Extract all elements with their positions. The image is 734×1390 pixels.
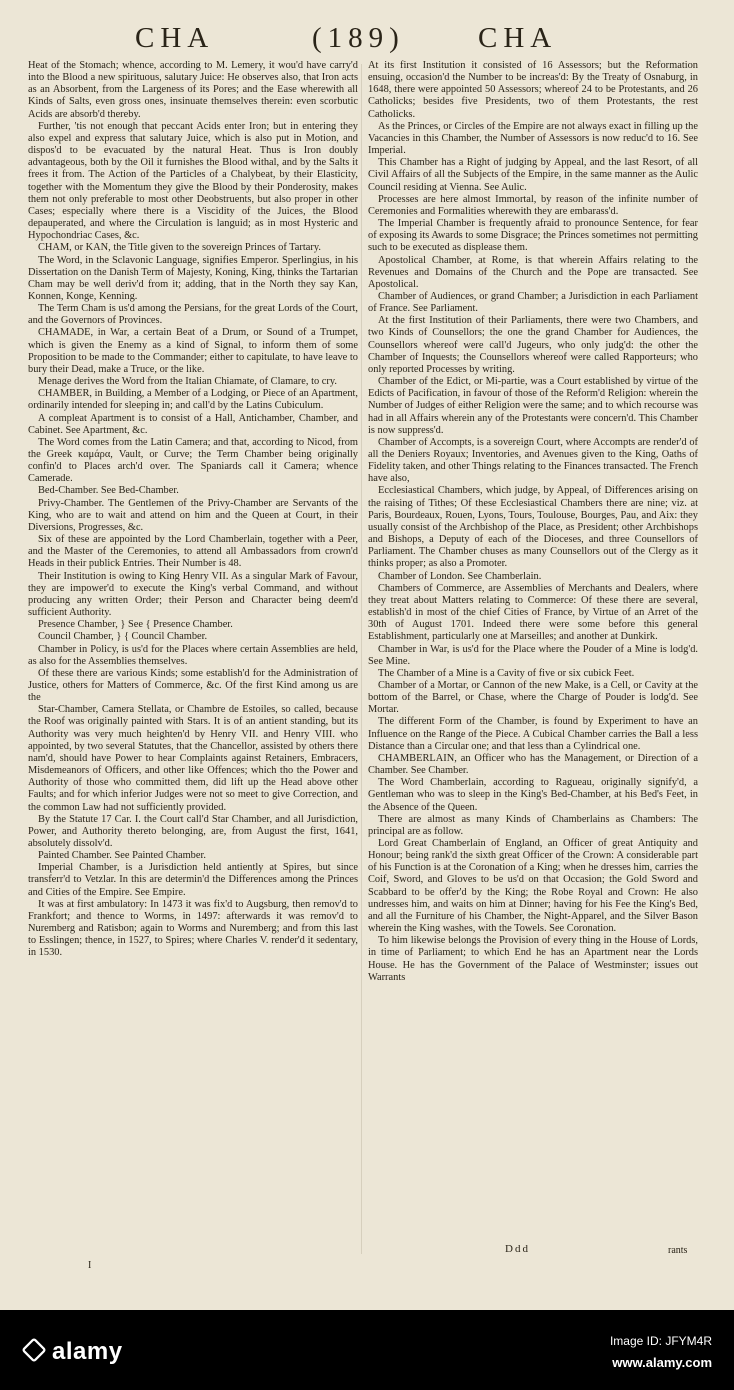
paragraph: The Imperial Chamber is frequently afraid to pronounce Sentence, for fear of exposing its Awards to some Disgrace; the Princes sometimes not permitting such to be executed as displease them. bbox=[368, 218, 698, 254]
catchword: rants bbox=[668, 1245, 688, 1256]
paragraph: This Chamber has a Right of judging by Appeal, and the last Resort, of all Civil Affairs of all the Subjects of the Empire, in the same manner as the Aulic Council residing at Vienna. See Aulic. bbox=[368, 157, 698, 193]
paragraph: CHAMBERLAIN, an Officer who has the Management, or Direction of a Chamber. See Chamber. bbox=[368, 752, 698, 777]
alamy-logo bbox=[22, 1338, 123, 1366]
left-column bbox=[28, 60, 358, 960]
paragraph: CHAMADE, in War, a certain Beat of a Drum, or Sound of a Trumpet, which is given the Enemy as a kind of Signal, to inform them of some Proposition to be made to the Commander; either to capitulate, to have leave to bury their Dead, make a Truce, or the like. bbox=[28, 327, 358, 375]
folio-mark: I bbox=[88, 1260, 92, 1271]
paragraph: Privy-Chamber. The Gentlemen of the Privy-Chamber are Servants of the King, who are to wait and attend on him and the Queen at Court, in their Diversions, Progresses, &c. bbox=[28, 497, 358, 533]
page-number: (189) bbox=[312, 22, 405, 54]
paragraph: Painted Chamber. See Painted Chamber. bbox=[38, 850, 206, 862]
signature-mark: Ddd bbox=[505, 1243, 530, 1255]
paragraph: Ecclesiastical Chambers, which judge, by Appeal, of Differences arising on the raising of Tithes; Of these Ecclesiastical Chambers there are nine; viz. at Paris, Bourdeaux, Rouen, Lyons, Tours, Toulouse, Bourges, Pau, and Aix: they usually consist of the Archbishop of the Place, as President; other Archbishops and Bishops, a Deputy of each of the Dioceses, and three Counsellors of Parliament. The Chamber chuses as many Counsellors out of the Clergy as it thinks proper; as also a Promoter. bbox=[368, 485, 698, 570]
paragraph: Apostolical Chamber, at Rome, is that wherein Affairs relating to the Revenues and Domains of the Church and the Pope are transacted. See Apostolical. bbox=[368, 254, 698, 290]
paragraph: Chamber of Accompts, is a sovereign Court, where Accompts are render'd of all the Deniers Royaux; Inventories, and Avenues given to the King, Oaths of Fidelity taken, and other Things relating to the Finances transacted. The French have also, bbox=[368, 436, 699, 485]
paragraph: Council Chamber, } { Council Chamber. bbox=[38, 631, 208, 643]
paragraph: The Word Chamberlain, according to Ragueau, originally signify'd, a Gentleman who was to sleep in the King's Bed-Chamber, at his Bed's Feet, in the Absence of the Queen. bbox=[368, 777, 698, 813]
paragraph: Bed-Chamber. See Bed-Chamber. bbox=[38, 485, 179, 497]
alamy-logo-icon bbox=[21, 1337, 46, 1362]
paragraph: Further, 'tis not enough that peccant Acids enter Iron; but in entering they also expel and express that salutary Juice, which is also put in Motion, and dispos'd to be evacuated by the natural Heat. Thus is Iron doubly advantageous, both by the Oil it furnishes the Blood withal, and by the Salts it frees it from. The Action of the Particles of a Chalybeat, by their Elasticity, together with the Momentum they give the Blood by their Ponderosity, makes them not only preferable to most other Deobstruents, but also proper in other Cases; especially where there is a Viscidity of the Juices, the Blood depauperated, and where the Circulation is languid; as in most Hysteric and Hypochondriac Cases, &c. bbox=[28, 120, 358, 242]
paragraph: Presence Chamber, } See { Presence Chamber. bbox=[38, 619, 233, 631]
paragraph: Chambers of Commerce, are Assemblies of Merchants and Dealers, where they treat about Matters relating to Commerce: Of these there are several, establish'd in most of the chief Cities of France, by Virtue of an Arret of the 30th of August 1701. Indeed there were some before this general Establishment, particularly one at Marseilles; and another at Dunkirk. bbox=[368, 582, 698, 643]
running-head-left: CHA bbox=[135, 22, 215, 54]
running-head bbox=[0, 22, 734, 62]
paragraph: Heat of the Stomach; whence, according to M. Lemery, it wou'd have carry'd into the Blood a new spirituous, salutary Juice: He observes also, that Iron acts as an Absorbent, from the Largeness of its Pores; and the Ease wherewith all Kinds of Salts, even gross ones, insinuate themselves therein: even scorbutic Acids are absorb'd thereby. bbox=[28, 60, 358, 120]
paragraph: Chamber of the Edict, or Mi-partie, was a Court established by virtue of the Edicts of Pacification, in favour of those of the Reform'd Religion: wherein the Number of Judges of either Religion were the same; and to which recourse was had in all Affairs wherein any of the Protestants were concern'd. This Chamber is now suppress'd. bbox=[368, 376, 698, 436]
paragraph: The different Form of the Chamber, is found by Experiment to have an Influence on the Range of the Piece. A Cubical Chamber carries the Ball a less Distance than a Circular one; and that less than a Cylindrical one. bbox=[368, 716, 698, 752]
paragraph: CHAMBER, in Building, a Member of a Lodging, or Piece of an Apartment, ordinarily intended for sleeping in; and call'd by the Latins Cubiculum. bbox=[28, 388, 358, 412]
paragraph: Chamber in Policy, is us'd for the Places where certain Assemblies are held, as also for the Assemblies themselves. bbox=[28, 643, 358, 667]
watermark-url: www.alamy.com bbox=[612, 1355, 712, 1370]
paragraph: As the Princes, or Circles of the Empire are not always exact in filling up the Vacancies in this Chamber, the Number of Assessors is now reduc'd to 16. See Imperial. bbox=[368, 120, 698, 157]
paragraph: Imperial Chamber, is a Jurisdiction held antiently at Spires, but since transferr'd to Vetzlar. In this are determin'd the Differences among the Princes and Cities of the Empire. See Empire. bbox=[28, 862, 358, 898]
paragraph: Their Institution is owing to King Henry VII. As a singular Mark of Favour, they are impower'd to execute the King's verbal Command, and without producing any written Order; their Person and Character being deem'd sufficient Authority. bbox=[28, 570, 358, 619]
paragraph: Chamber of a Mortar, or Cannon of the new Make, is a Cell, or Cavity at the bottom of the Barrel, or Chase, where the Charge of Pouder is lodg'd. See Mortar. bbox=[368, 679, 698, 716]
image-id: Image ID: JFYM4R bbox=[609, 1334, 712, 1348]
paragraph: Chamber of London. See Chamberlain. bbox=[378, 570, 542, 582]
paragraph: It was at first ambulatory: In 1473 it was fix'd to Augsburg, then remov'd to Frankfort; and thence to Worms, in 1497: afterwards it was remov'd to Nuremberg and Ratisbon; again to Worms and Nuremberg; and from this last to Esslingen; thence, in 1527, to Spires; where Charles V. render'd it sedentary, in 1530. bbox=[28, 898, 358, 959]
paragraph: To him likewise belongs the Provision of every thing in the House of Lords, in time of Parliament; to which End he has an Apartment near the Lords House. He has the Government of the Palace of Westminster; issues out Warrants bbox=[368, 935, 698, 983]
paragraph: A compleat Apartment is to consist of a Hall, Antichamber, Chamber, and Cabinet. See Apartment, &c. bbox=[28, 412, 358, 436]
paragraph: By the Statute 17 Car. I. the Court call'd Star Chamber, and all Jurisdiction, Power, and Authority thereto belonging, are, from August the first, 1641, absolutely dissolv'd. bbox=[28, 813, 358, 849]
paragraph: Star-Chamber, Camera Stellata, or Chambre de Estoiles, so called, because the Roof was originally painted with Stars. It is of an antient standing, but its Authority was very much heighten'd by Henry VII. and Henry VIII. who appointed, by two several Statutes, that the Chancellor, assisted by others there nam'd, should have Power to hear Complaints against Retainers, Embracers, Misdemeanors of Officers, and other like Offences; which tho the Power and Authority of those who committed them, did lift up the Head above other Faults; and for which inferior Judges were not so meet to give Correction, and the common Law had not sufficiently provided. bbox=[28, 704, 358, 813]
alamy-brand-text: alamy bbox=[52, 1338, 123, 1365]
running-head-right: CHA bbox=[478, 22, 558, 54]
paragraph: Six of these are appointed by the Lord Chamberlain, together with a Peer, and the Master of the Ceremonies, to attend all Ambassadors from crown'd Heads in their publick Entries. Their Number is 48. bbox=[28, 534, 358, 570]
paragraph: The Chamber of a Mine is a Cavity of five or six cubick Feet. bbox=[378, 667, 635, 679]
paragraph: Chamber of Audiences, or grand Chamber; a Jurisdiction in each Parliament of France. See Parliament. bbox=[368, 290, 698, 315]
paragraph: Lord Great Chamberlain of England, an Officer of great Antiquity and Honour; being rank'd the sixth great Officer of the Crown: A considerable part of his Function is at the Coronation of a King; when he dresses him, carries the Coif, Sword, and Gloves to be us'd on that Occasion; the Gold Sword and Scabbard to be offer'd by the King; the Robe Royal and Crown: He also undresses him, and waits on him at Dinner; having for his Fee the King's Bed, and all the Furniture of his Chamber, the Night-Apparel, and the Silver Bason wherein the King washes, with the Towels. See Coronation. bbox=[368, 838, 698, 935]
paragraph: The Term Cham is us'd among the Persians, for the great Lords of the Court, and the Governors of Provinces. bbox=[28, 303, 358, 327]
paragraph: At the first Institution of their Parliaments, there were two Chambers, and two Kinds of Counsellors; the one the grand Chamber for Audiences, the Counsellors whereof were call'd Jugeurs, who only judg'd: the other the Chamber of Inquests; the Counsellors whereof were called Rapporteurs; who only reported Processes by writing. bbox=[368, 315, 698, 375]
watermark-id-block bbox=[610, 1330, 712, 1374]
right-column bbox=[368, 60, 698, 984]
paragraph: The Word comes from the Latin Camera; and that, according to Nicod, from the Greek καμάρα, Vault, or Curve; the Term Chamber being originally confin'd to Places arch'd over. The Spaniards call it Camera; whence Camerade. bbox=[28, 436, 358, 485]
paragraph: Chamber in War, is us'd for the Place where the Pouder of a Mine is lodg'd. See Mine. bbox=[368, 643, 698, 667]
column-divider bbox=[361, 64, 362, 1254]
paragraph: Processes are here almost Immortal, by reason of the infinite number of Ceremonies and Formalities wherewith they are embarass'd. bbox=[368, 193, 698, 217]
paragraph: Of these there are various Kinds; some establish'd for the Administration of Justice, others for Matters of Commerce, &c. Of the first Kind among us are the bbox=[28, 667, 358, 704]
paragraph: CHAM, or KAN, the Title given to the sovereign Princes of Tartary. bbox=[38, 242, 321, 254]
paragraph: The Word, in the Sclavonic Language, signifies Emperor. Sperlingius, in his Dissertation on the Danish Term of Majesty, Koning, King, thinks the Tartarian Cham may be well deriv'd from it; adding, that in the North they say Kan, Konnen, Konge, Kenning. bbox=[28, 254, 358, 302]
paragraph: At its first Institution it consisted of 16 Assessors; but the Reformation ensuing, occasion'd the Number to be increas'd: By the Treaty of Osnaburg, in 1648, there were appointed 50 Assessors; whereof 24 to be Protestants, and 26 Catholicks; besides five Presidents, two of them Protestants, the rest Catholicks. bbox=[368, 60, 698, 120]
paragraph: There are almost as many Kinds of Chamberlains as Chambers: The principal are as follow. bbox=[368, 813, 698, 837]
paragraph: Menage derives the Word from the Italian Chiamate, of Clamare, to cry. bbox=[38, 376, 337, 388]
